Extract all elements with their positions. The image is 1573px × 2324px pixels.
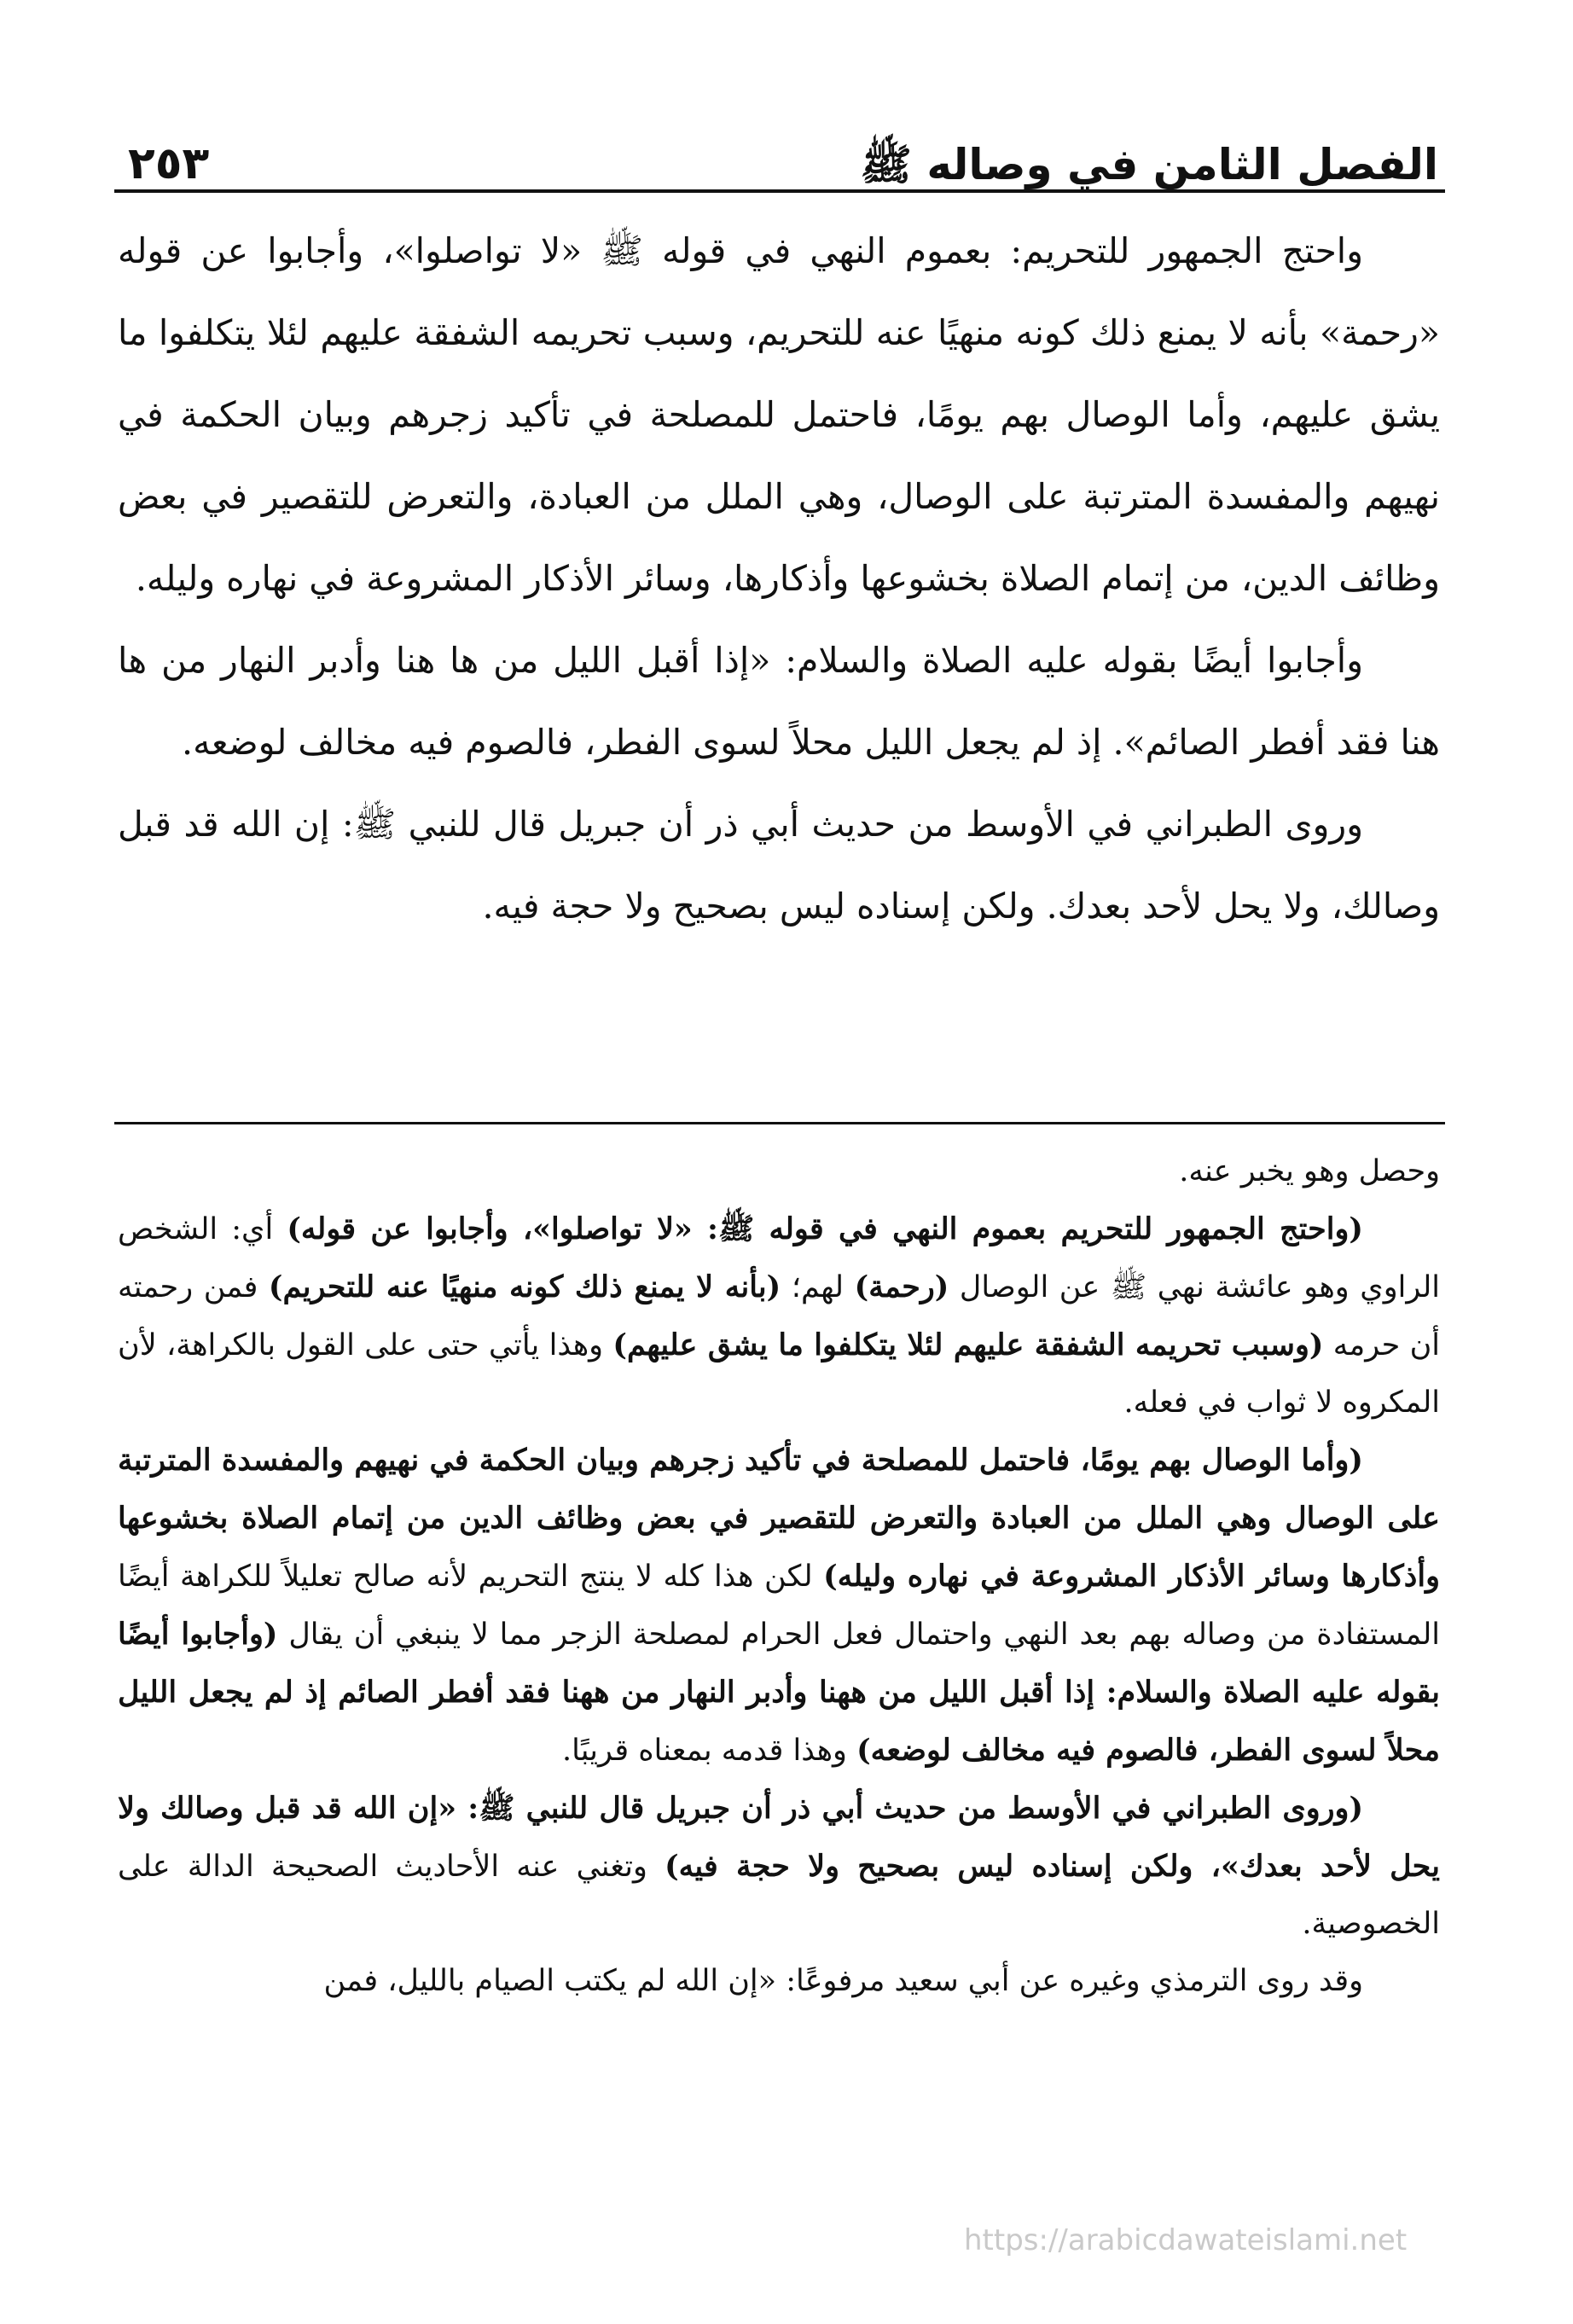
- quoted-matn: (واحتج الجمهور للتحريم بعموم النهي في قوله ﷺ: «لا تواصلوا»، وأجابوا عن قوله): [287, 1211, 1363, 1246]
- running-header: [128, 109, 1438, 189]
- sharh-text: وهذا يأتي حتى على القول بالكراهة، لأن المكروه لا ثواب في فعله.: [118, 1328, 1440, 1420]
- commentary-separator: [114, 1122, 1445, 1124]
- sharh-text: فمن رحمته أن حرمه: [118, 1270, 1440, 1362]
- commentary-paragraph-3: [118, 1780, 1440, 1953]
- commentary-paragraph-1: [118, 1200, 1440, 1432]
- sharh-text: وهذا قدمه بمعناه قريبًا.: [561, 1734, 857, 1768]
- main-paragraph-3: وروى الطبراني في الأوسط من حديث أبي ذر أن جبريل قال للنبي ﷺ: إن الله قد قبل وصالك، ولا يحل لأحد بعدك. ولكن إسناده ليس بصحيح ولا حجة فيه.: [118, 804, 1440, 927]
- main-text: [118, 210, 1440, 947]
- sharh-text: أي: الشخص الراوي وهو عائشة نهي ﷺ عن الوصال: [118, 1212, 1441, 1304]
- quoted-matn: (رحمة): [854, 1269, 949, 1304]
- sharh-text: وقد روى الترمذي وغيره عن أبي سعيد مرفوعًا: «إن الله لم يكتب الصيام بالليل، فمن: [323, 1964, 1363, 1998]
- sharh-text: لكن هذا كله لا ينتج التحريم لأنه صالح تعليلاً للكراهة أيضًا المستفادة من وصاله بهم بعد النهي واحتمال فعل الحرام لمصلحة الزجر مما لا ينبغي أن يقال: [118, 1560, 1440, 1652]
- quoted-matn: (وسبب تحريمه الشفقة عليهم لئلا يتكلفوا ما يشق عليهم): [612, 1328, 1324, 1362]
- commentary-paragraph-4: [118, 1953, 1440, 2010]
- header-rule: [114, 189, 1445, 193]
- page-number: ٢٥٣: [128, 138, 210, 189]
- main-paragraph-2: وأجابوا أيضًا بقوله عليه الصلاة والسلام: «إذا أقبل الليل من ها هنا وأدبر النهار من ها هنا فقد أفطر الصائم». إذ لم يجعل الليل محلاً لسوى الفطر، فالصوم فيه مخالف لوضعه.: [118, 640, 1440, 763]
- sharh-text: لهم؛: [781, 1270, 855, 1304]
- commentary-paragraph-2: [118, 1432, 1440, 1780]
- source-watermark: https://arabicdawateislami.net: [964, 2223, 1408, 2257]
- chapter-title: الفصل الثامن في وصاله ﷺ: [860, 140, 1438, 189]
- main-paragraph-1: واحتج الجمهور للتحريم: بعموم النهي في قوله ﷺ «لا تواصلوا»، وأجابوا عن قوله «رحمة» بأنه لا يمنع ذلك كونه منهيًا عنه للتحريم، وسبب تحريمه الشفقة عليهم لئلا يتكلفوا ما يشق عليهم، وأما الوصال بهم يومًا، فاحتمل للمصلحة في تأكيد زجرهم وبيان الحكمة في نهيهم والمفسدة المترتبة على الوصال، وهي الملل من العبادة، والتعرض للتقصير في بعض وظائف الدين، من إتمام الصلاة بخشوعها وأذكارها، وسائر الأذكار المشروعة في نهاره وليله.: [118, 230, 1440, 599]
- quoted-matn: (بأنه لا يمنع ذلك كونه منهيًا عنه للتحريم): [268, 1269, 781, 1304]
- commentary-line-0: وحصل وهو يخبر عنه.: [1179, 1154, 1440, 1188]
- commentary: [118, 1143, 1440, 2010]
- quoted-matn: (وروى الطبراني في الأوسط من حديث أبي ذر أن جبريل قال للنبي ﷺ: «إن الله قد قبل وصالك ولا يحل لأحد بعدك»، ولكن إسناده ليس بصحيح ولا حجة فيه): [118, 1791, 1441, 1884]
- sharh-text: وتغني عنه الأحاديث الصحيحة الدالة على الخصوصية.: [118, 1850, 1440, 1941]
- quoted-matn: (وأما الوصال بهم يومًا، فاحتمل للمصلحة في تأكيد زجرهم وبيان الحكمة في نهيهم والمفسدة المترتبة على الوصال وهي الملل من العبادة والتعرض للتقصير في بعض وظائف الدين من إتمام الصلاة بخشوعها وأذكارها وسائر الأذكار المشروعة في نهاره وليله): [118, 1443, 1440, 1594]
- quoted-matn: (وأجابوا أيضًا بقوله عليه الصلاة والسلام: إذا أقبل الليل من ههنا وأدبر النهار من ههنا فقد أفطر الصائم إذ لم يجعل الليل محلاً لسوى الفطر، فالصوم فيه مخالف لوضعه): [118, 1617, 1440, 1768]
